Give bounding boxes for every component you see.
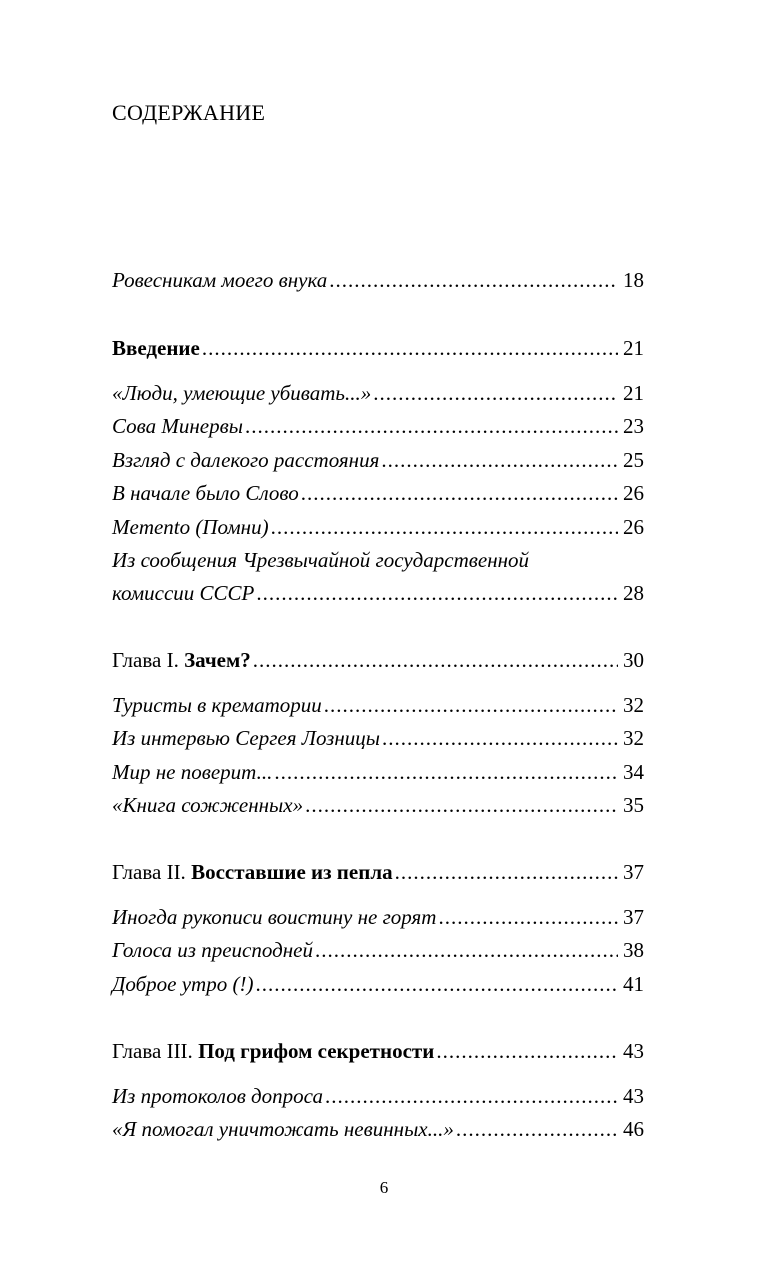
- toc-entry: [112, 760, 644, 784]
- toc-page-number: 43: [623, 1084, 644, 1108]
- toc-entry: [112, 581, 644, 605]
- toc-page-number: 41: [623, 972, 644, 996]
- leader-dots: [395, 860, 618, 884]
- chapter-title: Восставшие из пепла: [191, 860, 393, 884]
- toc-page-number: 25: [623, 448, 644, 472]
- toc-entry: [112, 268, 644, 292]
- toc-entry: [112, 448, 644, 472]
- toc-entry: [112, 1084, 644, 1108]
- leader-dots: [324, 693, 618, 717]
- leader-dots: [305, 793, 618, 817]
- page-number: 6: [379, 1178, 389, 1197]
- toc-page-number: 21: [623, 336, 644, 360]
- toc-page-number: 35: [623, 793, 644, 817]
- toc-entry-title: Из интервью Сергея Лозницы: [112, 726, 381, 750]
- toc-page-number: 37: [623, 860, 644, 884]
- toc-page-number: 21: [623, 381, 644, 405]
- toc-entry-title: Мир не поверит...: [112, 760, 273, 784]
- toc-page-number: 26: [623, 515, 644, 539]
- toc-page-number: 37: [623, 905, 644, 929]
- toc-entry-title: Memento (Помни): [112, 515, 269, 539]
- leader-dots: [202, 336, 618, 360]
- leader-dots: [255, 972, 618, 996]
- toc-entry: [112, 1117, 644, 1141]
- leader-dots: [373, 381, 618, 405]
- toc-entry: [112, 726, 644, 750]
- toc-entry-title: Голоса из преисподней: [112, 938, 313, 962]
- toc-entry: [112, 481, 644, 505]
- toc-entry-title: комиссии СССР: [112, 581, 255, 605]
- toc-page-number: 18: [623, 268, 644, 292]
- toc-entry-title: «Я помогал уничтожать невинных...»: [112, 1117, 454, 1141]
- leader-dots: [438, 905, 618, 929]
- toc-chapter-entry: [112, 648, 644, 672]
- toc-page-number: 26: [623, 481, 644, 505]
- leader-dots: [329, 268, 618, 292]
- toc-page-number: 23: [623, 414, 644, 438]
- toc-entry: [112, 414, 644, 438]
- toc-entry-title: Туристы в крематории: [112, 693, 322, 717]
- toc-entry-title: В начале было Слово: [112, 481, 299, 505]
- toc-entry: [112, 515, 644, 539]
- toc-page-number: 32: [623, 693, 644, 717]
- leader-dots: [381, 448, 618, 472]
- toc-page-number: 43: [623, 1039, 644, 1063]
- toc-entry: [112, 693, 644, 717]
- leader-dots: [325, 1084, 618, 1108]
- toc-entry-title: «Книга сожженных»: [112, 793, 304, 817]
- leader-dots: [301, 481, 618, 505]
- leader-dots: [315, 938, 618, 962]
- leader-dots: [271, 515, 618, 539]
- toc-chapter-entry: [112, 860, 644, 884]
- toc-page-number: 38: [623, 938, 644, 962]
- leader-dots: [245, 414, 618, 438]
- toc-entry-title: Взгляд с далекого расстояния: [112, 448, 380, 472]
- chapter-label: Глава I. Зачем?: [112, 648, 251, 672]
- toc-entry-title: Из протоколов допроса: [112, 1084, 323, 1108]
- toc-page-number: 32: [623, 726, 644, 750]
- leader-dots: [256, 581, 618, 605]
- toc-entry: [112, 972, 644, 996]
- chapter-title: Под грифом секретности: [198, 1039, 435, 1063]
- toc-chapter-entry: [112, 1039, 644, 1063]
- toc-page-number: 34: [623, 760, 644, 784]
- toc-page-number: 28: [623, 581, 644, 605]
- leader-dots: [274, 760, 618, 784]
- toc-entry-title: Иногда рукописи воистину не горят: [112, 905, 437, 929]
- toc-page-number: 46: [623, 1117, 644, 1141]
- chapter-label: Глава III. Под грифом секретности: [112, 1039, 435, 1063]
- leader-dots: [253, 648, 618, 672]
- toc-entry: [112, 793, 644, 817]
- toc-entry: [112, 381, 644, 405]
- toc-entry: [112, 336, 644, 360]
- toc-page-number: 30: [623, 648, 644, 672]
- leader-dots: [456, 1117, 618, 1141]
- leader-dots: [382, 726, 618, 750]
- toc-entry-title: Сова Минервы: [112, 414, 243, 438]
- toc-entry: [112, 905, 644, 929]
- toc-entry: [112, 938, 644, 962]
- chapter-label: Глава II. Восставшие из пепла: [112, 860, 393, 884]
- page-title: СОДЕРЖАНИЕ: [112, 100, 266, 125]
- toc-entry-title: Введение: [112, 336, 200, 360]
- toc-entry-title: Ровесникам моего внука: [112, 268, 328, 292]
- toc-entry-title: «Люди, умеющие убивать...»: [112, 381, 372, 405]
- chapter-title: Зачем?: [184, 648, 251, 672]
- toc-entry-title-line: Из сообщения Чрезвычайной государственной: [112, 548, 530, 572]
- toc-entry-title: Доброе утро (!): [112, 972, 254, 996]
- leader-dots: [436, 1039, 618, 1063]
